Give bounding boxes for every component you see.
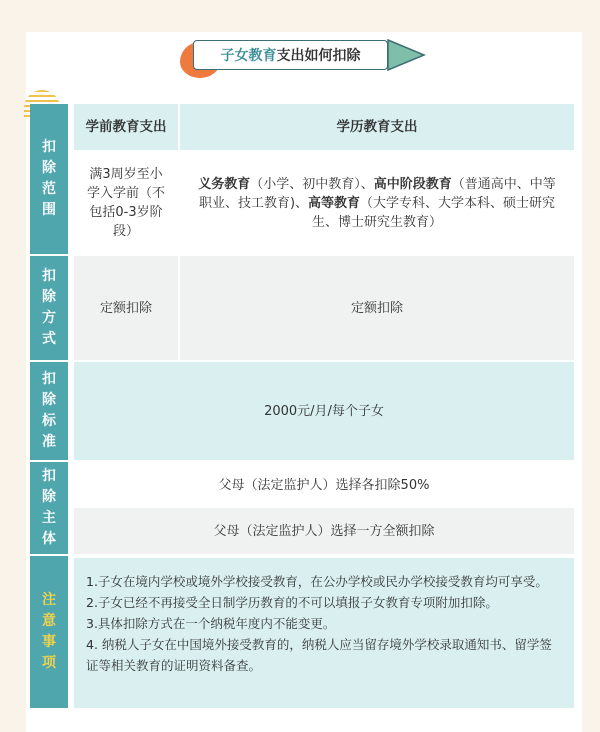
- arrow-right-icon: [386, 38, 426, 72]
- page-title: [193, 40, 388, 70]
- high-school-label: 高中阶段教育: [373, 176, 452, 192]
- label-scope: 扣 除 范 围: [30, 104, 68, 254]
- label-standard: 扣 除 标 准: [30, 362, 68, 460]
- title-highlight: 子女教育: [220, 48, 277, 64]
- scope-preschool: 满3周岁至小学入学前（不包括0-3岁阶段）: [74, 152, 178, 254]
- note-item: 4. 纳税人子女在中国境外接受教育的，纳税人应当留存境外学校录取通知书、留学签证等相关教育的证明资料备查。: [86, 637, 552, 673]
- scope-academic: [180, 152, 574, 254]
- notes-list: [74, 558, 574, 708]
- title-rest: 支出如何扣除: [276, 48, 361, 64]
- standard-value: 2000元/月/每个子女: [74, 362, 574, 460]
- header-preschool: 学前教育支出: [74, 104, 178, 150]
- higher-label: 高等教育: [308, 195, 361, 211]
- note-item: 1.子女在境内学校或境外学校接受教育，在公办学校或民办学校接受教育均可享受。: [86, 574, 548, 589]
- note-item: 3.具体扣除方式在一个纳税年度内不能变更。: [86, 616, 336, 631]
- compulsory-detail: （小学、初中教育）、: [250, 176, 374, 192]
- compulsory-label: 义务教育: [198, 176, 251, 192]
- header-academic: 学历教育支出: [180, 104, 574, 150]
- label-notes: 注 意 事 项: [30, 556, 68, 708]
- subject-option-2: 父母（法定监护人）选择一方全额扣除: [74, 508, 574, 554]
- deduction-table: [30, 104, 576, 708]
- label-method: 扣 除 方 式: [30, 256, 68, 360]
- method-academic: 定额扣除: [180, 256, 574, 360]
- method-preschool: 定额扣除: [74, 256, 178, 360]
- scope-academic-text: [198, 175, 556, 232]
- high-school-detail: （普通高中、中等职业、技工教育)、: [198, 176, 556, 211]
- label-subject: 扣 除 主 体: [30, 462, 68, 554]
- note-item: 2.子女已经不再接受全日制学历教育的不可以填报子女教育专项附加扣除。: [86, 595, 498, 610]
- higher-detail: （大学专科、大学本科、硕士研究生、博士研究生教育）: [311, 195, 556, 230]
- subject-option-1: 父母（法定监护人）选择各扣除50%: [74, 462, 574, 508]
